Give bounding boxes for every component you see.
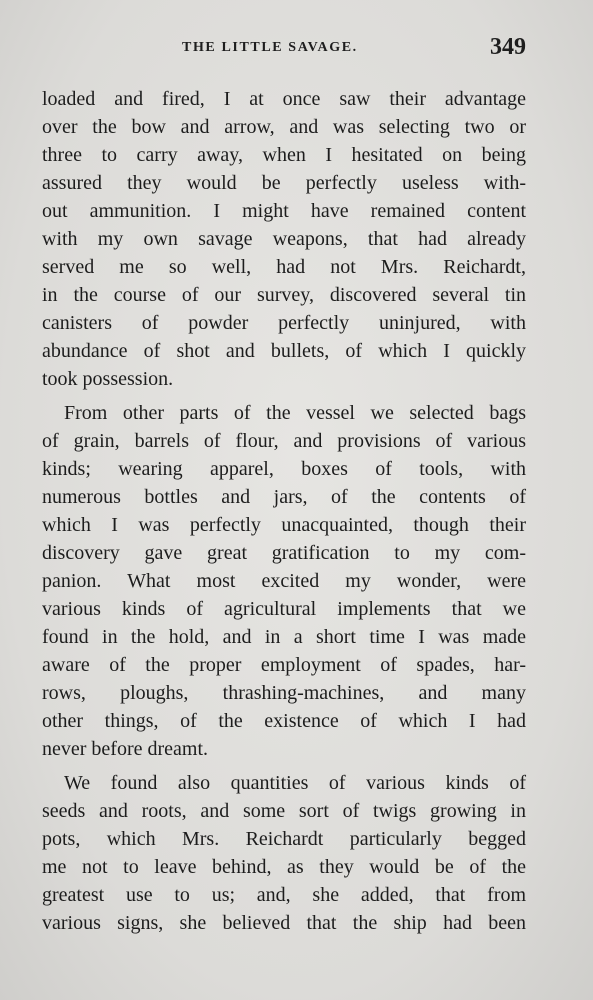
text-line: over the bow and arrow, and was selecting two or	[42, 116, 526, 138]
text-line: kinds; wearing apparel, boxes of tools, with	[42, 458, 526, 480]
text-line: panion. What most excited my wonder, were	[42, 570, 526, 592]
text-line: canisters of powder perfectly uninjured, with	[42, 312, 526, 334]
text-line: various signs, she believed that the ship had been	[42, 912, 526, 934]
text-line: We found also quantities of various kinds of	[64, 772, 526, 794]
text-line: never before dreamt.	[42, 738, 209, 760]
text-line: abundance of shot and bullets, of which I quickly	[42, 340, 526, 362]
text-line: in the course of our survey, discovered several tin	[42, 284, 526, 306]
text-line: of grain, barrels of flour, and provisions of various	[42, 430, 526, 452]
text-line: rows, ploughs, thrashing-machines, and many	[42, 682, 526, 704]
text-line: out ammunition. I might have remained content	[42, 200, 526, 222]
text-line: which I was perfectly unacquainted, though their	[42, 514, 526, 536]
body-text	[42, 85, 526, 943]
text-line: took possession.	[42, 368, 174, 390]
text-line: with my own savage weapons, that had already	[42, 228, 526, 250]
paragraph-2	[42, 399, 526, 763]
text-line: loaded and fired, I at once saw their advantage	[42, 88, 526, 110]
running-head: THE LITTLE SAVAGE.	[182, 40, 358, 55]
paragraph-1	[42, 85, 526, 393]
text-line: seeds and roots, and some sort of twigs growing in	[42, 800, 526, 822]
text-line: assured they would be perfectly useless with-	[42, 172, 526, 194]
text-line: aware of the proper employment of spades, har-	[42, 654, 526, 676]
text-line: numerous bottles and jars, of the contents of	[42, 486, 526, 508]
paragraph-3	[42, 769, 526, 937]
text-line: From other parts of the vessel we selected bags	[64, 402, 526, 424]
text-line: other things, of the existence of which I had	[42, 710, 526, 732]
page-number: 349	[490, 34, 526, 60]
text-line: found in the hold, and in a short time I was made	[42, 626, 526, 648]
text-line: three to carry away, when I hesitated on being	[42, 144, 526, 166]
text-line: served me so well, had not Mrs. Reichardt,	[42, 256, 526, 278]
page-header	[42, 36, 526, 66]
text-line: me not to leave behind, as they would be of the	[42, 856, 526, 878]
text-line: various kinds of agricultural implements that we	[42, 598, 526, 620]
text-line: pots, which Mrs. Reichardt particularly begged	[42, 828, 526, 850]
text-line: greatest use to us; and, she added, that from	[42, 884, 526, 906]
text-line: discovery gave great gratification to my com-	[42, 542, 526, 564]
